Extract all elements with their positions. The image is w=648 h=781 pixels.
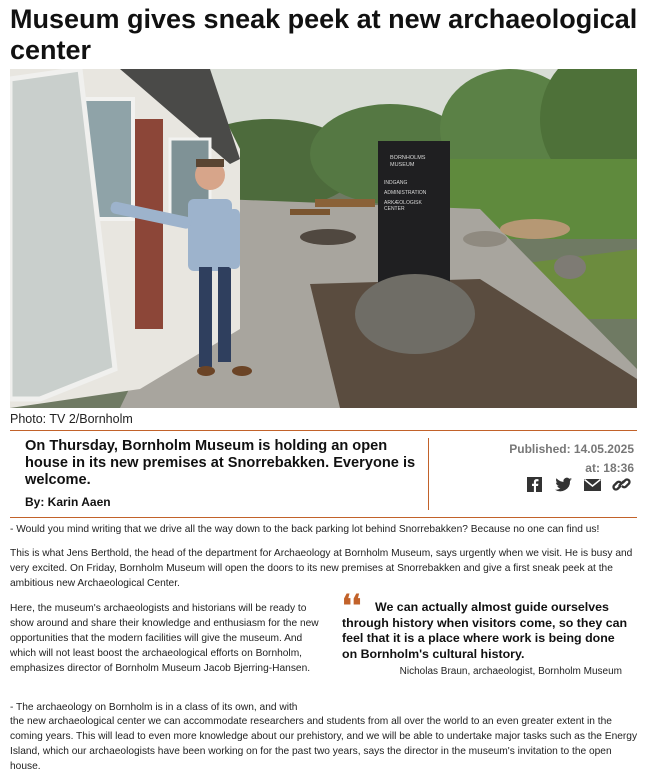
sign-text-6: CENTER	[384, 206, 405, 212]
divider-bottom	[10, 517, 637, 518]
photo-caption: Photo: TV 2/Bornholm	[10, 412, 133, 426]
twitter-icon[interactable]	[554, 476, 573, 493]
sign-text-4: ADMINISTRATION	[384, 190, 427, 196]
vertical-divider	[428, 438, 429, 510]
publish-info	[509, 440, 634, 478]
body-paragraph-4: - The archaeology on Bornholm is in a class of its own, and with	[10, 702, 298, 713]
article-headline: Museum gives sneak peek at new archaeological center	[10, 4, 638, 65]
sign-text-2: MUSEUM	[390, 162, 415, 168]
pull-quote	[342, 589, 632, 677]
link-icon[interactable]	[612, 476, 631, 493]
sign-text-1: BORNHOLMS	[390, 155, 426, 161]
quote-mark-icon: ❛❛	[342, 589, 362, 624]
body-paragraph-2: This is what Jens Berthold, the head of the department for Archaeology at Bornholm Museum, says urgently when we visit. He is busy and very excited. On Friday, Bornholm Museum will open the doors to its new premises at Snorrebakken and give a first sneak peek at the ambitious new Archaeological Center.	[10, 548, 633, 589]
body-paragraph-5: the new archaeological center we can accommodate researchers and students from all over the world to an even greater extent in the coming years. This will lead to even more knowledge about our prehistory, and we will be able to undertake major tasks such as the Energy Island, which our archaeologists have been working on for the past two years, says the director in the museum's invitation to the open house.	[10, 716, 638, 772]
quote-text: We can actually almost guide ourselves through history when visitors come, so they can feel that it is a place where work is being done on Bornholm's cultural history.	[342, 600, 628, 661]
article-lead: On Thursday, Bornholm Museum is holding an open house in its new premises at Snorrebakken. Everyone is welcome.	[25, 438, 416, 488]
quote-author: Nicholas Braun, archaeologist, Bornholm Museum	[399, 666, 622, 677]
facebook-icon[interactable]	[525, 476, 544, 493]
published-date: Published: 14.05.2025	[509, 442, 634, 456]
sign-text-3: INDGANG	[384, 180, 408, 186]
email-icon[interactable]	[583, 476, 602, 493]
share-bar	[525, 476, 631, 493]
body-paragraph-1: - Would you mind writing that we drive all the way down to the back parking lot behind Snorrebakken? Because no one can find us!	[10, 524, 600, 535]
published-time: at: 18:36	[585, 461, 634, 475]
body-paragraph-3: Here, the museum's archaeologists and historians will be ready to show around and share their knowledge and enthusiasm for the new opportunities that the modern facilities will give the museum. And which will not least boost the archaeological efforts on Bornholm, emphasizes director of Bornholm Museum Jacob Bjerring-Hansen.	[10, 603, 319, 674]
sign-text-5: ARKÆOLOGISK	[384, 200, 422, 206]
article-photo	[10, 69, 637, 408]
divider-top	[10, 430, 637, 431]
byline: By: Karin Aaen	[25, 495, 111, 509]
